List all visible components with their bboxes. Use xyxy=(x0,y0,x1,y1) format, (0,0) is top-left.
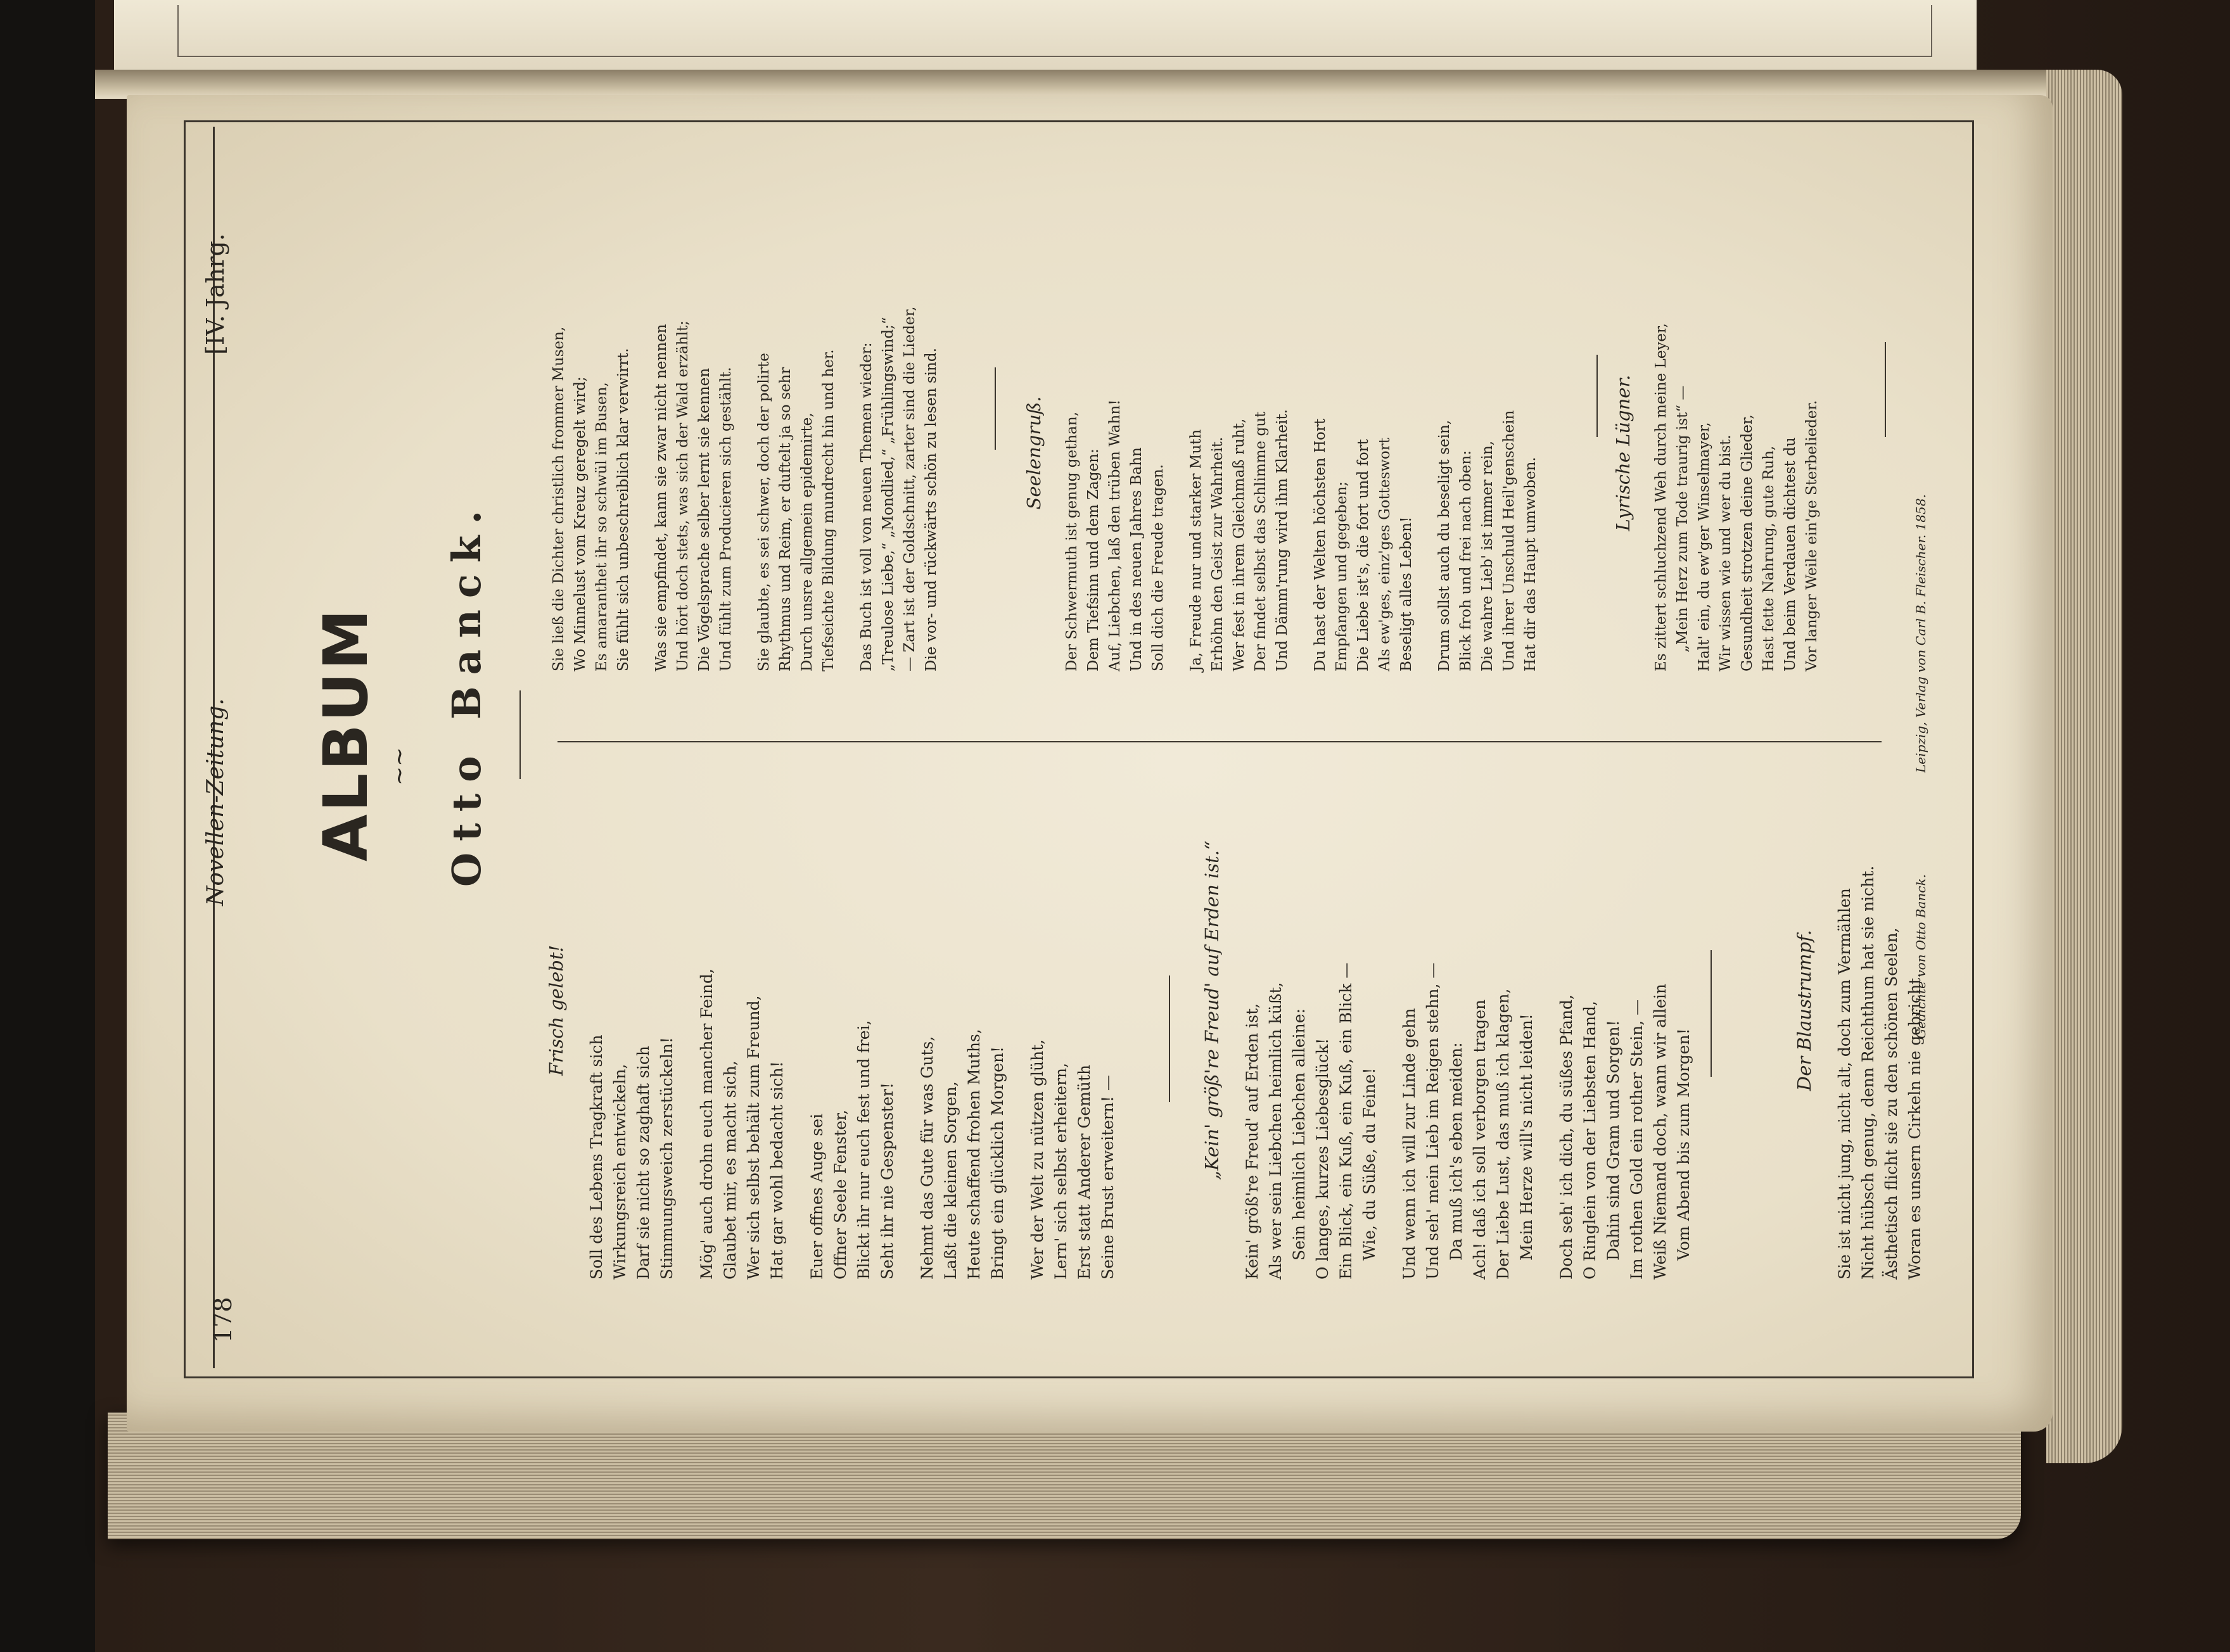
poems-credit: Gedichte von Otto Banck. xyxy=(1913,874,1928,1039)
album-title: ALBUM xyxy=(310,606,381,861)
separator xyxy=(1169,975,1170,1102)
separator xyxy=(995,367,996,450)
page-edges-bottom xyxy=(108,1413,2021,1539)
running-title: Novellen-Zeitung. xyxy=(203,698,229,906)
volume-label: [IV. Jahrg. xyxy=(201,233,229,355)
publisher-imprint: Leipzig, Verlag von Carl B. Fleischer. 1858. xyxy=(1913,494,1928,773)
poem-dichter-continued: Sie ließ die Dichter christlich frommer Musen, Wo Minnelust vom Kreuz geregelt wird; Es amaranthet ihr so schwül im Busen, Sie fühlt sich unbeschreiblich klar verwirrt. Was sie empfindet, kann sie zwar nicht nennen Und hört doch stets, was sich der Wald erzählt; Die Vögelsprache selber lernt sie kennen Und fühlt zum Producieren sich gestählt. Sie glaubte, es sei schwer, doch der polirte Rhythmus und Reim, er duftelt ja so sehr Durch unsre allgemein epidemirte, Tiefseichte Bildung mundrecht hin und her. Das Buch ist voll von neuen Themen wieder: „Treulose Liebe,“ „Mondlied,“ „Frühlingswind;“ — Zart ist der Goldschnitt, zarter sind die Lieder, Die vor- und rückwärts schön zu lesen sind. xyxy=(551,306,940,671)
poem-kein-groessre-freud: „Kein' größ're Freud' auf Erden ist.“ Kein' größ're Freud' auf Erden ist, Als wer sein Liebchen heimlich küßt, Sein heimlich Liebchen alleine: O langes, kurzes Liebesglück! Ein Blick, ein Kuß, ein Kuß, ein Blick — Wie, du Süße, du Feine! Und wenn ich will zur Linde gehn Und seh' mein Lieb im Reigen stehn, — Da muß ich's eben meiden: Ach! daß ich soll verborgen tragen Der Liebe Lust, das muß ich klagen, Mein Herze will's nicht leiden! Doch seh' ich dich, du süßes Pfand, O Ringlein von der Liebsten Hand, Dahin sind Gram und Sorgen! Im rothen Gold ein rother Stein, — Weiß Niemand doch, wann wir allein Vom Abend bis zum Morgen! xyxy=(1201,741,1695,1280)
poem-lyrische-luegner: Lyrische Lügner. Es zittert schluchzend Weh durch meine Leyer, „Mein Herz zum Tode traurig ist“ — Halt' ein, du ew'ger Winselmayer, Wir wissen wie und wer du bist. Gesundheit strotzen deine Glieder, Hast fette Nahrung, gute Ruh, Und beim Verdauen dichtest du Vor langer Weile ein'ge Sterbelieder. xyxy=(1612,234,1823,671)
poem-title: Frisch gelebt! xyxy=(545,944,567,1076)
poem-der-blaustrumpf: Der Blaustrumpf. Sie ist nicht jung, nicht alt, doch zum Vermählen Nicht hübsch genug, denn Reichthum hat sie nicht. Ästhetisch flicht sie zu den schönen Seelen, Woran es unsern Cirkeln nie gebricht. xyxy=(1793,741,1927,1280)
poem-title: „Kein' größ're Freud' auf Erden ist.“ xyxy=(1201,841,1223,1180)
page-edges-right xyxy=(2046,70,2122,1463)
masthead-rule xyxy=(519,690,521,779)
poem-title: Lyrische Lügner. xyxy=(1612,374,1634,531)
separator xyxy=(1885,342,1886,437)
title-ornament: ~~ xyxy=(386,747,412,785)
author-name: Otto Banck. xyxy=(443,499,490,887)
page-number: 178 xyxy=(209,1297,237,1343)
poem-frisch-gelebt: Frisch gelebt! Soll des Lebens Tragkraft sich Wirkungsreich entwickeln, Darf sie nicht so zaghaft sich Stimmungsweich zerstückeln! Mög' auch drohn euch mancher Feind, Glaubet mir, es macht sich, Wer sich selbst behält zum Freund, Hat gar wohl bedacht sich! Euer offnes Auge sei Offner Seele Fenster, Blickt ihr nur euch fest und frei, Seht ihr nie Gespenster! Nehmt das Gute für was Guts, Laßt die kleinen Sorgen, Heute schaffend frohen Muths, Bringt ein glücklich Morgen! Wer der Welt zu nützen glüht, Lern' sich selbst erheitern, Erst statt Anderer Gemüth Seine Brust erweitern! — xyxy=(545,741,1119,1280)
poem-title: Seelengruß. xyxy=(1023,396,1045,510)
poem-seelengruss: Seelengruß. Der Schwermuth ist genug gethan, Dem Tiefsinn und dem Zagen: Auf, Liebchen, laß den trüben Wahn! Und in des neuen Jahres Bahn Soll dich die Freude tragen. Ja, Freude nur und starker Muth Erhöhn den Geist zur Wahrheit. Wer fest in ihrem Gleichmaß ruht, Der findet selbst das Schlimme gut Und Dämm'rung wird ihm Klarheit. Du hast der Welten höchsten Hort Empfangen und gegeben; Die Liebe ist's, die fort und fort Als ew'ges, einz'ges Gotteswort Beseligt alles Leben! Drum sollst auch du beseligt sein, Blick froh und frei nach oben: Die wahre Lieb' ist immer rein, Und ihrer Unschuld Heil'genschein Hat dir das Haupt umwoben. xyxy=(1023,234,1541,671)
separator xyxy=(1711,950,1712,1077)
separator xyxy=(1596,355,1598,437)
poem-title: Der Blaustrumpf. xyxy=(1794,929,1815,1091)
